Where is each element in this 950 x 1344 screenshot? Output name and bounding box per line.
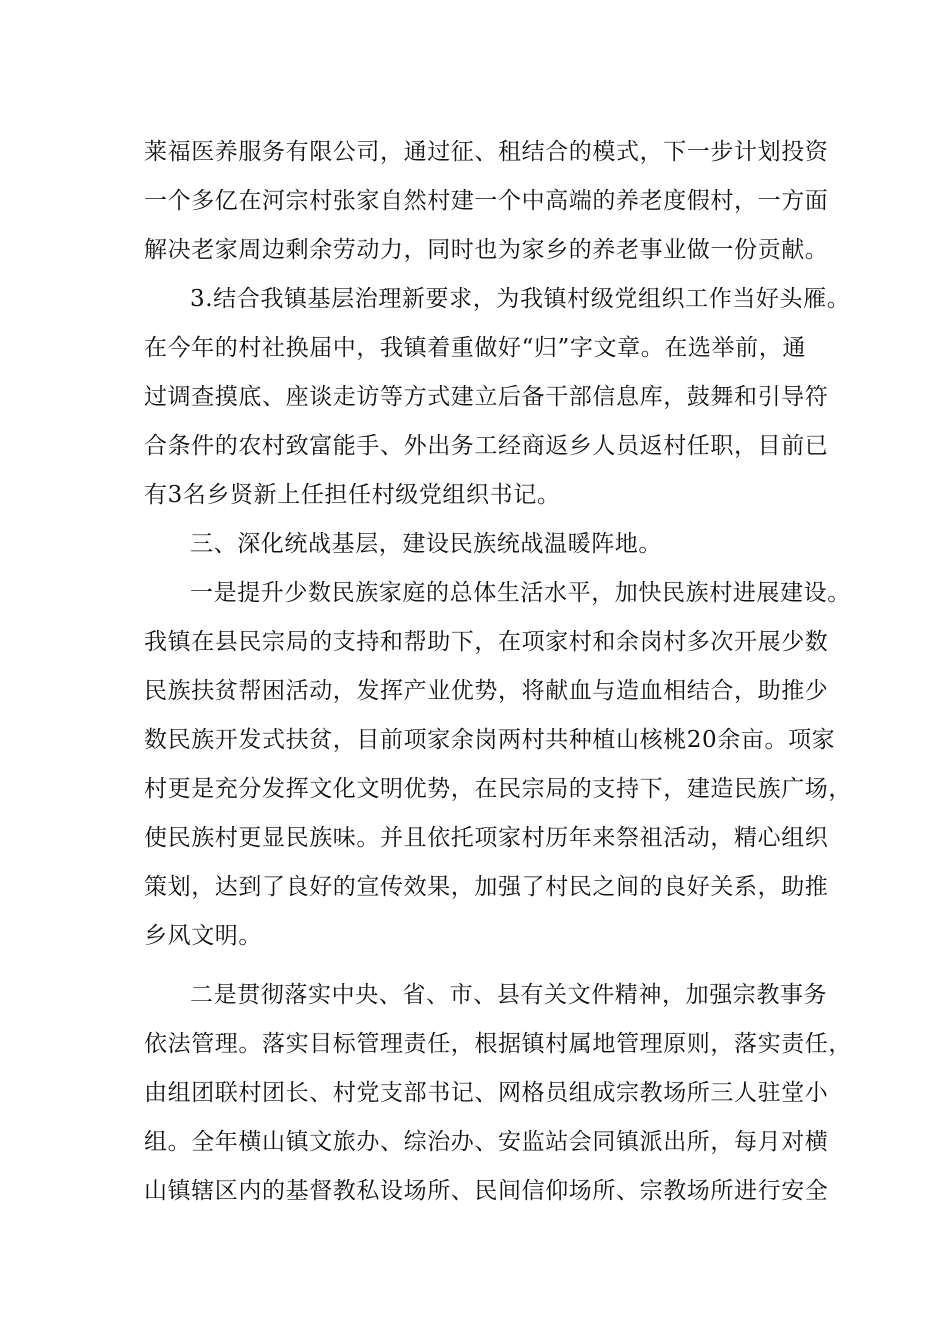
text-line: 有3名乡贤新上任担任村级党组织书记。	[144, 482, 561, 508]
text-line: 解决老家周边剩余劳动力，同时也为家乡的养老事业做一份贡献。	[144, 237, 829, 263]
text-line: 数民族开发式扶贫，目前项家余岗两村共种植山核桃20余亩。项家	[144, 727, 836, 753]
text-line: 一个多亿在河宗村张家自然村建一个中高端的养老度假村，一方面	[144, 188, 829, 214]
text-line: 二是贯彻落实中央、省、市、县有关文件精神，加强宗教事务	[190, 982, 828, 1008]
text-line: 民族扶贫帮困活动，发挥产业优势，将献血与造血相结合，助推少	[144, 678, 829, 704]
text-line: 依法管理。落实目标管理责任，根据镇村属地管理原则，落实责任，	[144, 1031, 852, 1057]
text-line: 我镇在县民宗局的支持和帮助下，在项家村和余岗村多次开展少数	[144, 629, 829, 655]
text-line: 过调查摸底、座谈走访等方式建立后备干部信息库，鼓舞和引导符	[144, 384, 829, 410]
text-line: 由组团联村团长、村党支部书记、网格员组成宗教场所三人驻堂小	[144, 1080, 829, 1106]
text-line: 合条件的农村致富能手、外出务工经商返乡人员返村任职，目前已	[144, 433, 829, 459]
text-line: 村更是充分发挥文化文明优势，在民宗局的支持下，建造民族广场，	[144, 776, 852, 802]
text-line: 山镇辖区内的基督教私设场所、民间信仰场所、宗教场所进行安全	[144, 1178, 829, 1204]
text-line: 乡风文明。	[144, 923, 262, 949]
text-line: 策划，达到了良好的宣传效果，加强了村民之间的良好关系，助推	[144, 874, 829, 900]
section-heading: 三、深化统战基层，建设民族统战温暖阵地。	[190, 531, 662, 557]
text-line: 一是提升少数民族家庭的总体生活水平，加快民族村进展建设。	[190, 580, 851, 606]
document-body	[144, 128, 852, 1216]
paragraph-gap	[144, 961, 834, 971]
text-line: 组。全年横山镇文旅办、综治办、安监站会同镇派出所，每月对横	[144, 1129, 829, 1155]
text-line: 3.结合我镇基层治理新要求，为我镇村级党组织工作当好头雁。	[190, 286, 851, 312]
text-line: 莱福医养服务有限公司，通过征、租结合的模式，下一步计划投资	[144, 139, 829, 165]
text-line: 在今年的村社换届中，我镇着重做好“归”字文章。在选举前，通	[144, 335, 806, 361]
text-line: 使民族村更显民族味。并且依托项家村历年来祭祖活动，精心组织	[144, 825, 829, 851]
